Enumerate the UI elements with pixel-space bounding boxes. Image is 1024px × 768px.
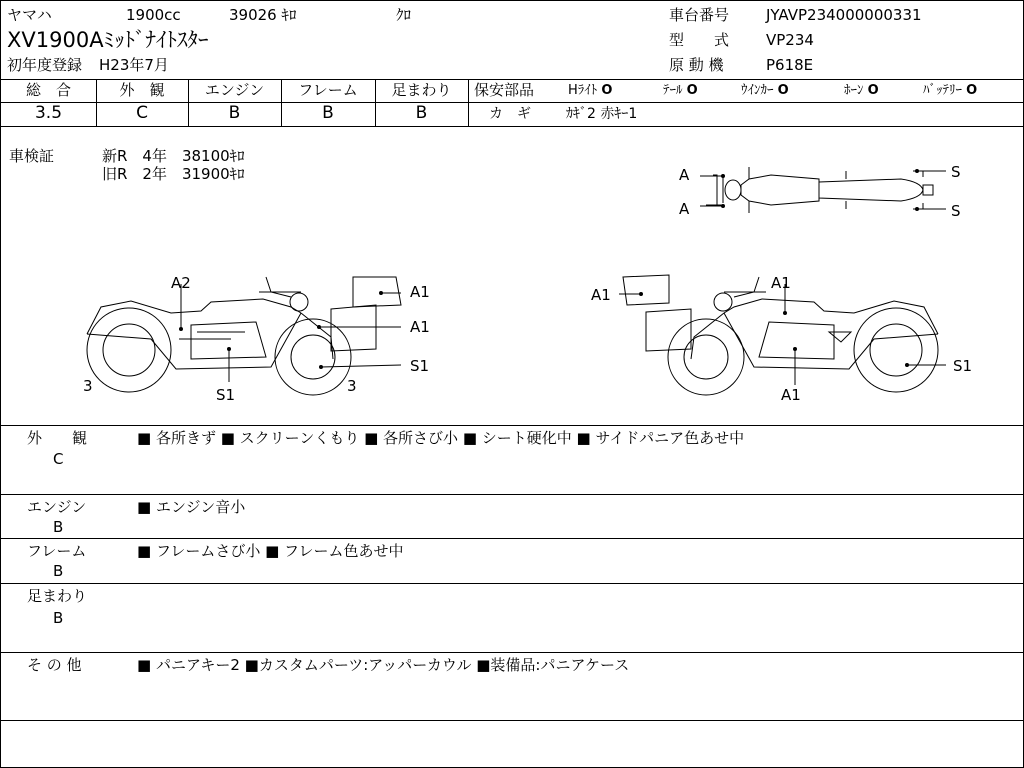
key-label: カ ギ: [489, 106, 531, 122]
diagram-label: S1: [953, 357, 973, 375]
diagram-label: 3: [83, 377, 93, 395]
bike-right-view: [623, 275, 938, 395]
remark-grade: B: [53, 562, 64, 580]
remark-label: フレーム: [27, 542, 87, 560]
remark-text: ■ エンジン音小: [137, 498, 246, 516]
body-color: ｸﾛ: [396, 6, 412, 24]
remark-grade: B: [53, 609, 64, 627]
divider: [1, 652, 1023, 653]
maker: ヤマハ: [7, 6, 52, 24]
inspection-new: 新R 4年 38100ｷﾛ: [102, 147, 245, 165]
suspension-grade-label: 足まわり: [391, 81, 452, 99]
remark-grade: B: [53, 518, 64, 536]
diagram-label: S1: [216, 386, 236, 404]
suspension-grade-value: B: [415, 103, 428, 123]
model-type-value: VP234: [766, 31, 814, 49]
engine-grade-value: B: [228, 103, 241, 123]
inspection-old: 旧R 2年 31900ｷﾛ: [102, 165, 245, 183]
exterior-grade-label: 外 観: [119, 81, 165, 99]
diagram-label: S: [951, 202, 961, 220]
engine-model-label: 原 動 機: [669, 56, 724, 74]
engine-grade-label: エンジン: [204, 81, 265, 99]
key-value: ｶｷﾞ2 赤ｷｰ1: [566, 106, 638, 122]
safety-parts-label: 保安部品: [474, 81, 535, 99]
remark-label: 足まわり: [27, 587, 88, 605]
diagram-label: 3: [347, 377, 357, 395]
frame-number-value: JYAVP234000000331: [766, 6, 922, 24]
frame-number-label: 車台番号: [669, 6, 730, 24]
divider: [1, 538, 1023, 539]
diagram-label: A1: [410, 318, 430, 336]
model-type-label: 型 式: [669, 31, 730, 49]
overall-grade-value: 3.5: [34, 103, 63, 123]
safety-item-headlight: Hﾗｲﾄ O: [568, 83, 613, 98]
diagram-label: S1: [410, 357, 430, 375]
diagram-label: A1: [781, 386, 801, 404]
diagram-label: A1: [771, 274, 791, 292]
diagram-label: A1: [591, 286, 611, 304]
diagram-label: A: [679, 166, 690, 184]
diagram-label: A: [679, 200, 690, 218]
diagram-label: S: [951, 163, 961, 181]
divider: [1, 583, 1023, 584]
remark-text: ■ フレームさび小 ■ フレーム色あせ中: [137, 542, 404, 560]
remark-text: ■ 各所きず ■ スクリーンくもり ■ 各所さび小 ■ シート硬化中 ■ サイドパニア色あせ中: [137, 429, 745, 447]
exterior-grade-value: C: [136, 103, 148, 123]
frame-grade-label: フレーム: [298, 81, 358, 99]
remark-text: ■ パニアキー2 ■カスタムパーツ:アッパーカウル ■装備品:パニアケース: [137, 656, 630, 674]
safety-item-horn: ﾎｰﾝ O: [844, 83, 879, 98]
displacement: 1900cc: [126, 6, 181, 24]
first-registration-value: H23年7月: [99, 56, 169, 74]
remark-label: 外 観: [27, 429, 88, 447]
overall-grade-label: 総 合: [25, 81, 71, 99]
bike-top-view: [706, 167, 933, 213]
frame-grade-value: B: [322, 103, 334, 123]
diagram-label: A1: [410, 283, 430, 301]
remark-grade: C: [53, 450, 64, 468]
divider: [1, 79, 1023, 80]
first-registration-label: 初年度登録: [7, 56, 83, 74]
divider: [1, 494, 1023, 495]
damage-diagram: [1, 127, 1023, 425]
divider: [468, 102, 1023, 103]
safety-item-winker: ｳｲﾝｶｰ O: [741, 83, 789, 98]
mileage: 39026 ｷﾛ: [229, 6, 297, 24]
safety-item-battery: ﾊﾞｯﾃﾘｰ O: [923, 83, 978, 98]
remark-label: そ の 他: [27, 656, 82, 674]
remark-label: エンジン: [27, 498, 87, 516]
engine-model-value: P618E: [766, 56, 814, 74]
diagram-label: A2: [171, 274, 191, 292]
safety-item-tail: ﾃｰﾙ O: [663, 83, 698, 98]
inspection-label: 車検証: [9, 147, 55, 165]
divider: [1, 720, 1023, 721]
divider: [468, 79, 469, 126]
model-name: XV1900Aﾐｯﾄﾞﾅｲﾄｽﾀｰ: [7, 28, 209, 52]
divider: [1, 425, 1023, 426]
